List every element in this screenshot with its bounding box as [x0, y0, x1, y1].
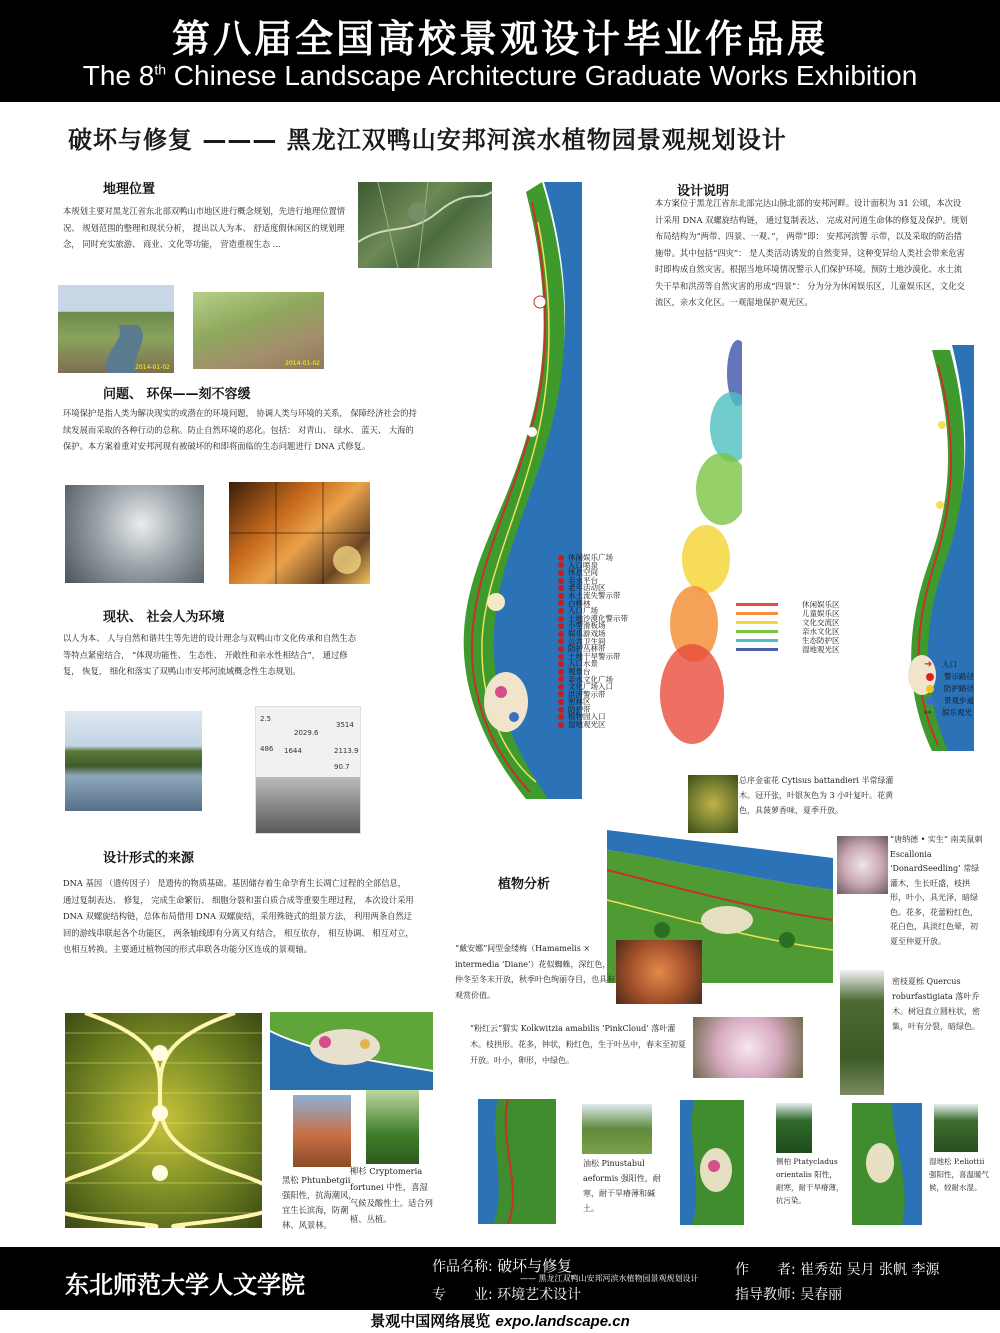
zone-legend-item: 生态防护区 [736, 636, 866, 645]
zone-bubbles [654, 339, 742, 751]
ptatyc-photo [776, 1103, 812, 1153]
status-heading: 现状、 社会人为环境 [103, 610, 225, 625]
hamamelis-caption: “戴安娜”间型金缕梅（Hamamelis × intermedia ‘Diane’）花似蜘蛛，深红色，仲冬至冬末开放，秋季叶色绚丽夺目，也具有观赏价值。 [455, 944, 615, 1000]
legend-dot-icon [558, 593, 564, 599]
collage-grid [229, 482, 370, 584]
plan-legend-item: 土地干旱警示带 [558, 653, 668, 661]
zone-diagram [654, 339, 742, 751]
plan-legend-item: 白桦林 [558, 600, 668, 608]
escallonia-caption: “唐纳德 • 实生” 南美鼠刺 Escallonia ‘DonardSeedling’ 常绿灌木，生长旺盛，枝拱形，叶小，具光泽，暗绿色。花多，花蕾粉红色， 花白色，具淡红色晕，初夏至仲夏开放。 [890, 835, 983, 946]
quercus-caption: 密枝夏栎 Quercus roburfastigiata 落叶乔木。树冠直立圆柱状，密集，叶有分裂，暗绿色。 [892, 977, 980, 1031]
infographic-value: 90.7 [334, 763, 350, 771]
design-heading: 设计说明 [677, 184, 730, 199]
zone-legend-item: 文化交流区 [736, 618, 866, 627]
legend-dot-icon [558, 714, 564, 720]
teacher-label: 指导教师: [735, 1287, 796, 1303]
legend-dot-icon [558, 684, 564, 690]
black-pine-photo [293, 1095, 351, 1167]
work-name-label: 作品名称: [432, 1259, 493, 1275]
legend-dot-icon [558, 669, 564, 675]
infographic-value: 2.5 [260, 715, 272, 723]
plan-legend-item: 休息空间 [558, 569, 668, 577]
cryptomeria-photo [366, 1090, 419, 1164]
photo-datestamp: 2014-01-02 [285, 360, 320, 367]
form-heading: 设计形式的来源 [103, 851, 195, 866]
plan-legend-item: 娱乐游戏场 [558, 630, 668, 638]
legend-dot-icon [558, 616, 564, 622]
school-name: 东北师范大学人文学院 [65, 1271, 305, 1299]
plant-zone-plan-3 [852, 1103, 922, 1225]
plan-legend-item: 植物园入口 [558, 713, 668, 721]
red-dot-icon [926, 673, 934, 681]
wetland-photo [65, 711, 202, 811]
design-text: 本方案位于黑龙江省东北部完达山脉北部的安邦河畔。设计面积为 31 公顷，本次设计采用 DNA 双螺旋结构链， 通过复制表达、 完成对河道生命体的修复及保护。规划布局结构为“两带、四景、一观、”， 两带”即： 安邦河滨警 示带，以及采取的防治措施带。其中包括“四灾”： 是人类活动诱发的自然变异，这种变异给人类社会带来危害时即构成自然灾害。根据当地环境情况警示人们保护环境。预防土地沙漠化、水土流失干旱和洪涝等自然灾害的形成“四景”： 分为分为休闲娱乐区，儿童娱乐区，文化交流区，亲水文化区。一观湿地保护观光区。 [655, 198, 968, 307]
legend-dot-icon [558, 699, 564, 705]
blue-dot-icon [926, 697, 934, 705]
legend-dot-icon [558, 562, 564, 568]
arrow-line-icon: ↦ [924, 708, 932, 718]
plan-legend-item: 小型滑板场 [558, 622, 668, 630]
legend-dot-icon [558, 600, 564, 606]
plan-detail-drawing [270, 1012, 433, 1090]
plan-legend-item: 老年活动区 [558, 584, 668, 592]
cytisus-caption: 总序金雀花 Cytisus battandieri 半常绿灌木。冠开张，叶银灰色为 3 小叶复叶。花黄色，具菠萝香味，夏季开放。 [739, 776, 894, 815]
plan-legend-item: 入口广场 [558, 607, 668, 615]
zone-swatch [736, 621, 778, 624]
zone-plan-drawing-2 [680, 1100, 744, 1225]
problem-heading: 问题、 环保——刻不容缓 [103, 387, 251, 402]
major-row [432, 1284, 581, 1304]
path-legend-item: 警示路径 [924, 671, 990, 683]
work-name-value: 破坏与修复 [497, 1257, 573, 1275]
infographic-value: 486 [260, 745, 274, 753]
author-label: 作 者: [735, 1262, 796, 1278]
legend-dot-icon [558, 555, 564, 561]
plan-legend-item: 洪涝警示带 [558, 691, 668, 699]
legend-dot-icon [558, 661, 564, 667]
zone-legend-item: 亲水文化区 [736, 627, 866, 636]
form-text: DNA 基因 （遗传因子） 是遗传的物质基础。基因储存着生命孕育生长凋亡过程的全部信息， 通过复制表达、 修复， 完成生命繁衍、 细胞分裂和蛋白质合成等重要生理过程， 本次设计采用 DNA 双螺旋结构链，总体布局借用 DNA 双螺旋结，采用殊链式的组景方法， 利用两条自然迂回的游线串联起各个功能区， 两条轴线即有分离又有结合， 相互依存， 相互协调、 相互对立， 也相互转换。主要通过植物园的形式串联各功能分区连成的景观轴。 [63, 878, 414, 954]
infographic-value: 3514 [336, 721, 354, 729]
zone-legend [736, 600, 866, 654]
river-shape [58, 285, 174, 373]
eliottii-caption: 湿地松 P.eliottii 强阳性，喜温暖气候，较耐水湿。 [929, 1157, 989, 1192]
plan-legend-item: 观景台 [558, 668, 668, 676]
zone-swatch [736, 612, 778, 615]
site-url-link[interactable]: expo.landscape.cn [495, 1313, 630, 1330]
zone-swatch [736, 648, 778, 651]
infographic-photo [255, 706, 361, 834]
legend-dot-icon [558, 676, 564, 682]
project-title: 破坏与修复 ——— 黑龙江双鸭山安邦河滨水植物园景观规划设计 [68, 126, 787, 154]
path-legend [924, 659, 990, 719]
yellow-dot-icon [926, 685, 934, 693]
plan-legend-item: 亲水文化广场 [558, 676, 668, 684]
plant-zone-plan-1 [478, 1099, 556, 1224]
plan-detail-small [270, 1012, 433, 1090]
zone-legend-item: 儿童娱乐区 [736, 609, 866, 618]
dna-concept-image [65, 1013, 262, 1228]
exhibition-title-en: The 8th Chinese Landscape Architecture Graduate Works Exhibition [82, 60, 918, 91]
zone-legend-item: 休闲娱乐区 [736, 600, 866, 609]
zone-plan-drawing-1 [478, 1099, 556, 1224]
major-label: 专 业: [432, 1287, 493, 1303]
infographic-value: 1644 [284, 747, 302, 755]
exhibition-title-cn: 第八届全国高校景观设计毕业作品展 [171, 17, 828, 61]
path-legend-item: ↦ 娱乐观光 [924, 708, 972, 718]
plan-legend-item: 防护带 [558, 706, 668, 714]
zone-swatch [736, 639, 778, 642]
exhibition-header [0, 0, 1000, 102]
plan-legend-item: 水土流失警示带 [558, 592, 668, 600]
river-bank-photo [58, 285, 174, 373]
plan-legend-item: 密林区 [558, 698, 668, 706]
plant-zone-plan-2 [680, 1100, 744, 1225]
plan-legend-item: 亲水平台 [558, 577, 668, 585]
legend-dot-icon [558, 585, 564, 591]
legend-dot-icon [558, 654, 564, 660]
legend-dot-icon [558, 722, 564, 728]
path-legend-item: 景观步道 [924, 695, 990, 707]
pinus-caption: 油松 Pinustabul aeformis 强阳性，耐寒，耐干旱瘠薄和碱土。 [583, 1159, 661, 1213]
flood-photo [65, 485, 204, 583]
legend-dot-icon [558, 691, 564, 697]
legend-dot-icon [558, 578, 564, 584]
legend-dot-icon [558, 631, 564, 637]
author-row [735, 1259, 940, 1279]
plan-legend [558, 554, 668, 729]
plan-legend-item: 休闲娱乐广场 [558, 554, 668, 562]
path-legend-item: 防护路径 [924, 683, 990, 695]
zone-swatch [736, 630, 778, 633]
quercus-photo [840, 970, 884, 1095]
plan-legend-item: 文化广场入口 [558, 683, 668, 691]
major-value: 环境艺术设计 [497, 1287, 582, 1303]
zone-swatch [736, 603, 778, 606]
problem-text: 环境保护是指人类为解决现实的或潜在的环境问题， 协调人类与环境的关系， 保障经济社会的持续发展而采取的各种行动的总称。防止自然环境的恶化。包括： 对青山、 绿水、 蓝天、 大海的保护。本方案着重对安邦河现有被破坏的和即将面临的生态问题进行 DNA 式修复。 [63, 408, 417, 451]
ptatyc-caption: 侧柏 Ptatycladus orientalis 阳性，耐寒，耐干旱瘠薄，抗污染。 [776, 1157, 844, 1205]
zone-legend-item: 湿地观光区 [736, 645, 866, 654]
plan-legend-item: 防护丛林带 [558, 645, 668, 653]
plan-legend-item: 入口水景 [558, 660, 668, 668]
teacher-value: 吴春丽 [800, 1287, 843, 1303]
infographic-value: 2113.9 [334, 747, 359, 755]
legend-dot-icon [558, 707, 564, 713]
legend-dot-icon [558, 570, 564, 576]
teacher-row [735, 1284, 842, 1304]
disaster-collage-photo [229, 482, 370, 584]
author-value: 崔秀茹 吴月 张帆 李源 [800, 1262, 940, 1278]
kolkwitzia-caption: “粉红云”猬实 Kolkwitzia amabilis ‘PinkCloud’ 落叶灌木。枝拱形。花多，钟状，粉红色，生于叶丛中，春末至初夏开放。叶小，卵形，中绿色。 [470, 1024, 686, 1065]
path-legend-item: ➜ 入口 [924, 659, 957, 670]
eliottii-photo [934, 1104, 978, 1152]
cytisus-photo [688, 775, 738, 833]
eroded-slope-photo [193, 292, 324, 369]
phtunbergii-caption: 黑松 Phtunbetgii 强阳性，抗海潮风，宜生长滨海，防潮林、风景林。 [282, 1175, 357, 1230]
legend-dot-icon [558, 623, 564, 629]
cryptomeria-caption: 柳杉 Cryptomeria fortunei 中性，喜湿气候及酸性土。适合列植、丛植。 [350, 1166, 433, 1224]
plants-heading: 植物分析 [498, 877, 551, 892]
plan-legend-item: 公共卫生间 [558, 638, 668, 646]
kolkwitzia-photo [693, 1017, 803, 1078]
infographic-value: 2029.6 [294, 729, 319, 737]
geo-heading: 地理位置 [103, 182, 156, 197]
hamamelis-photo [616, 940, 702, 1004]
site-footer [0, 1310, 1000, 1333]
legend-dot-icon [558, 638, 564, 644]
plan-legend-item: 入口喷泉 [558, 562, 668, 570]
pinus-photo [582, 1104, 652, 1154]
arrow-icon: ➜ [924, 659, 933, 670]
zone-plan-drawing-3 [852, 1103, 922, 1225]
footer-bar [0, 1247, 1000, 1310]
legend-dot-icon [558, 608, 564, 614]
legend-dot-icon [558, 646, 564, 652]
site-name: 景观中国网络展览 [370, 1312, 491, 1330]
plan-legend-item: 湿地观光区 [558, 721, 668, 729]
geo-text: 本规划主要对黑龙江省东北部双鸭山市地区进行概念规划，先进行地理位置情况、 规划范围的整理和现状分析， 提出以人为本、 舒适度假休闲区的规划理念， 同时充实旅游、 商业、文化等功能， 营造重视生态 ... [63, 206, 346, 249]
plan-legend-item: 土地沙漠化警示带 [558, 615, 668, 623]
photo-datestamp: 2014-01-02 [135, 364, 170, 371]
status-text: 以人为本、 人与自然和谐共生等先进的设计理念与双鸭山市文化传承和自然生态等特点紧密结合， “体现功能性、 生态性、 开敞性和亲水性相结合”， 通过修复， 恢复， 细化和落实了双鸭山市安邦河流域概念性生态规划。 [63, 633, 357, 676]
work-subtitle: —— 黑龙江双鸭山安邦河滨水植物园景观规划设计 [520, 1274, 699, 1283]
dna-helix [65, 1013, 262, 1228]
